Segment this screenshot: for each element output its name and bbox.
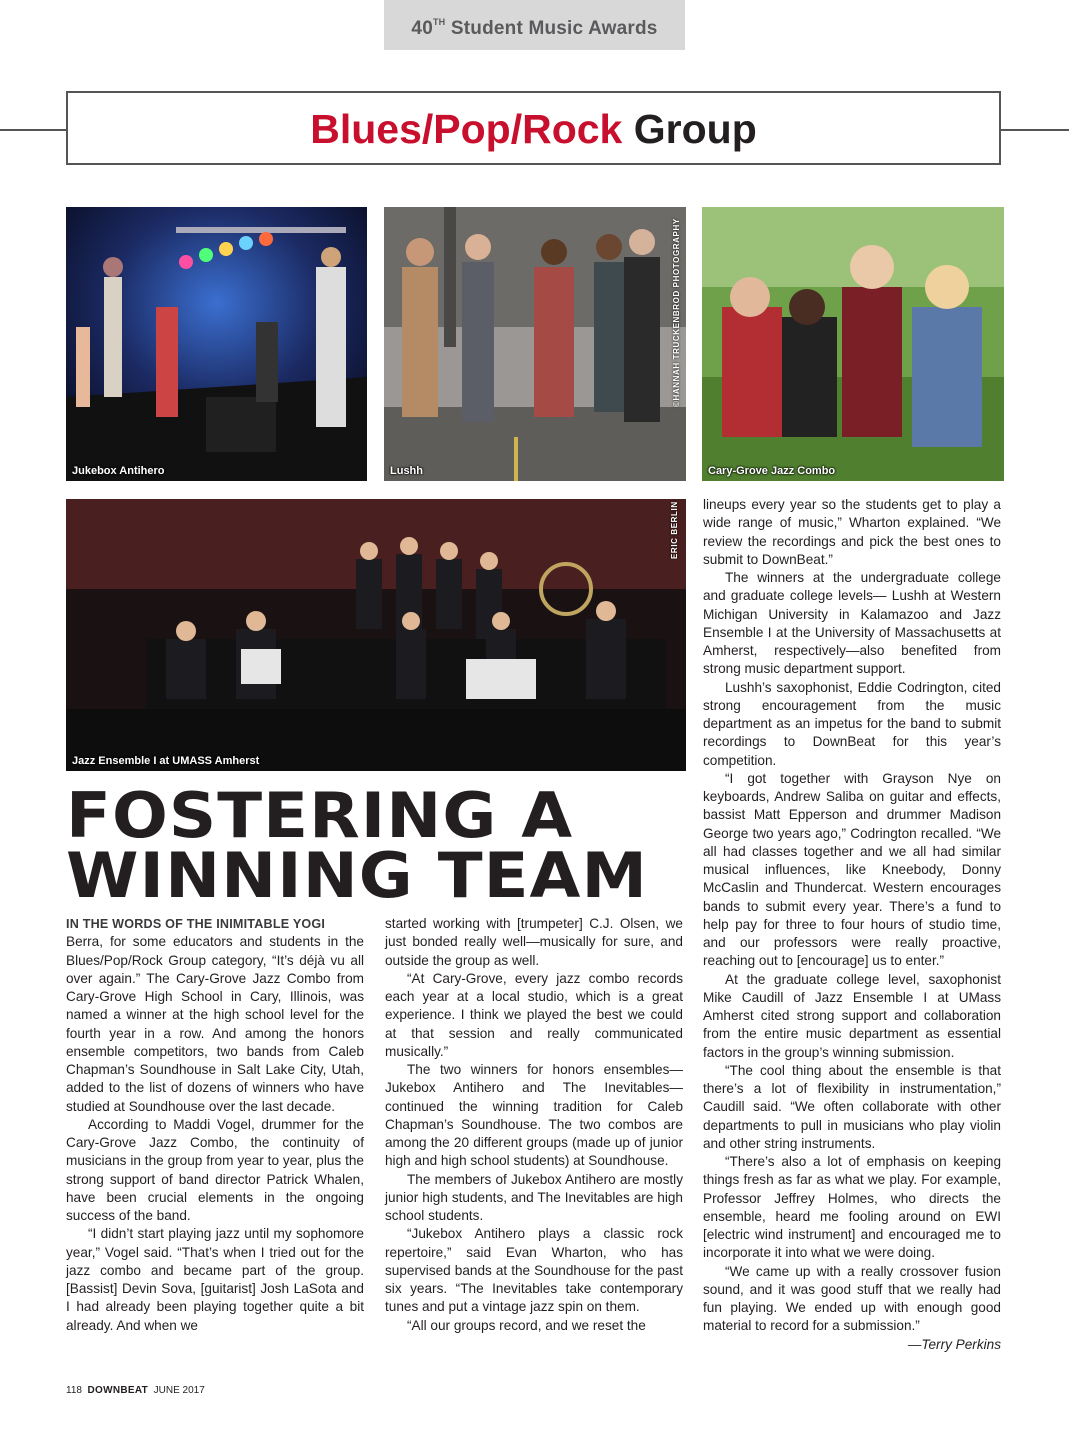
author-signoff: —Terry Perkins — [907, 1336, 1001, 1352]
section-header-tab — [384, 0, 685, 50]
paragraph: “We came up with a really crossover fusion sound, and it was good stuff that we really had fun playing. We ended up with enough good material to record for a submission.” — [703, 1263, 1001, 1334]
paragraph: started working with [trumpeter] C.J. Olsen, we just bonded really well—musically for sure, and outside the group as well. — [385, 916, 683, 968]
paragraph-text: Berra, for some educators and students in the Blues/Pop/Rock Group category, “It’s déjà vu all over again.” The Cary-Grove Jazz Combo from Cary-Grove High School in Cary, Illinois, was named a winner at the high school level for the fourth year in a row. And among the honors ensemble competitors, two bands from Caleb Chapman’s Soundhouse in Salt Lake City, Utah, added to the list of dozens of winners who have studied at Soundhouse over the last decade. — [66, 934, 364, 1114]
paragraph: “There’s also a lot of emphasis on keeping things fresh as far as what we play. For example, Professor Jeffrey Holmes, who directs the ensemble, heard me fooling around on EWI [electric wind instrument] and encouraged me to incorporate it into what we were doing. — [703, 1154, 1001, 1261]
paragraph: The two winners for honors ensembles—Jukebox Antihero and The Inevitables—continued the winning tradition for Caleb Chapman’s Soundhouse. The two combos are among the 20 different groups (made up of junior high and high school students) at Soundhouse. — [385, 1062, 683, 1169]
paragraph: “Jukebox Antihero plays a classic rock repertoire,” said Evan Wharton, who has supervised bands at the Soundhouse for the past six years. “The Inevitables take contemporary tunes and put a vintage jazz spin on them. — [385, 1226, 683, 1315]
paragraph: “I got together with Grayson Nye on keyboards, Andrew Saliba on guitar and effects, bassist Matt Epperson and drummer Madison George two years ago,” Codrington recalled. “We all had classes together and we all had similar musical influences, like Kneebody, Donny McCaslin and Thundercat. Western encourages bands to submit every year. There’s a fund to help pay for three to four hours of studio time, and our professors were really proactive, reaching out to [encourage] us to enter.” — [703, 770, 1001, 969]
photo-caption: Cary-Grove Jazz Combo — [708, 465, 836, 477]
category-banner — [66, 91, 1001, 165]
photo-caption: Lushh — [390, 465, 423, 477]
photo-caption: Jukebox Antihero — [72, 465, 165, 477]
header-ordinal: 40 — [411, 18, 433, 39]
article-headline — [66, 779, 723, 912]
photo-lushh — [384, 207, 686, 481]
paragraph: The members of Jukebox Antihero are mostly junior high students, and The Inevitables are high school students. — [385, 1171, 683, 1223]
paragraph: lineups every year so the students get to play a wide range of music,” Wharton explained. “We review the recordings and pick the best ones to submit to DownBeat.” — [703, 497, 1001, 567]
photo-credit: ©HANNAH TRUCKENBROD PHOTOGRAPHY — [672, 218, 681, 407]
article-column-3 — [703, 496, 1001, 1354]
photo-cary-grove — [702, 207, 1004, 481]
page-number: 118 — [66, 1385, 82, 1396]
paragraph: Lushh’s saxophonist, Eddie Codrington, cited strong encouragement from the music department as an impetus for the band to submit recordings to DownBeat for this year’s competition. — [703, 679, 1001, 768]
field-portrait-image — [702, 207, 1004, 481]
paragraph — [66, 915, 364, 1116]
concert-stage-image — [66, 207, 367, 481]
paragraph: “The cool thing about the ensemble is that there’s a lot of flexibility in instrumentation,” Caudill said. “We often collaborate with other departments to pull in musicians who play violin and other string instruments. — [703, 1062, 1001, 1151]
headline-line-1: FOSTERING A — [66, 779, 574, 852]
paragraph: “All our groups record, and we reset the — [407, 1317, 646, 1333]
paragraph: “I didn’t start playing jazz until my sophomore year,” Vogel said. “That’s when I tried out for the jazz combo and became part of the group. [Bassist] Devin Sova, [guitarist] Josh LaSota and I had already been playing together quite a bit already. And when we — [66, 1226, 364, 1333]
headline-line-2: WINNING TEAM — [66, 839, 648, 912]
paragraph: According to Maddi Vogel, drummer for the Cary-Grove Jazz Combo, the continuity of musicians in the group from year to year, plus the strong support of band director Patrick Whalen, have been crucial elements in the ongoing success of the band. — [66, 1116, 364, 1223]
article-column-1 — [66, 915, 364, 1335]
header-label: Student Music Awards — [450, 18, 658, 39]
paragraph: “At Cary-Grove, every jazz combo records each year at a local studio, which is a great experience. I think we played the best we could at that session and really communicated musically.” — [385, 970, 683, 1059]
band-portrait-image — [384, 207, 686, 481]
banner-rule-right — [1001, 129, 1069, 131]
banner-rule-left — [0, 129, 66, 131]
issue-date: JUNE 2017 — [153, 1385, 205, 1396]
header-ordinal-suffix: TH — [432, 17, 446, 27]
paragraph: The winners at the undergraduate college and graduate college levels— Lushh at Western Michigan University in Kalamazoo and Jazz Ensemble I at the University of Massachusetts at Amherst, respectively—also benefited from strong music department support. — [703, 570, 1001, 677]
photo-jazz-ensemble — [66, 499, 686, 771]
category-title-black: Group — [633, 106, 757, 152]
big-band-image — [66, 499, 686, 771]
category-title-red: Blues/Pop/Rock — [310, 106, 623, 152]
magazine-name: DOWNBEAT — [87, 1385, 149, 1396]
photo-credit: ERIC BERLIN — [670, 501, 679, 559]
article-column-2 — [385, 915, 683, 1335]
photo-jukebox-antihero — [66, 207, 367, 481]
photo-caption: Jazz Ensemble I at UMASS Amherst — [72, 755, 260, 767]
paragraph: At the graduate college level, saxophonist Mike Caudill of Jazz Ensemble I at UMass Amherst cited strong support and collaboration from the entire music department as essential factors in the group’s winning submission. — [703, 971, 1001, 1060]
lead-in: IN THE WORDS OF THE INIMITABLE YOGI — [66, 917, 326, 931]
page-footer — [66, 1385, 205, 1396]
